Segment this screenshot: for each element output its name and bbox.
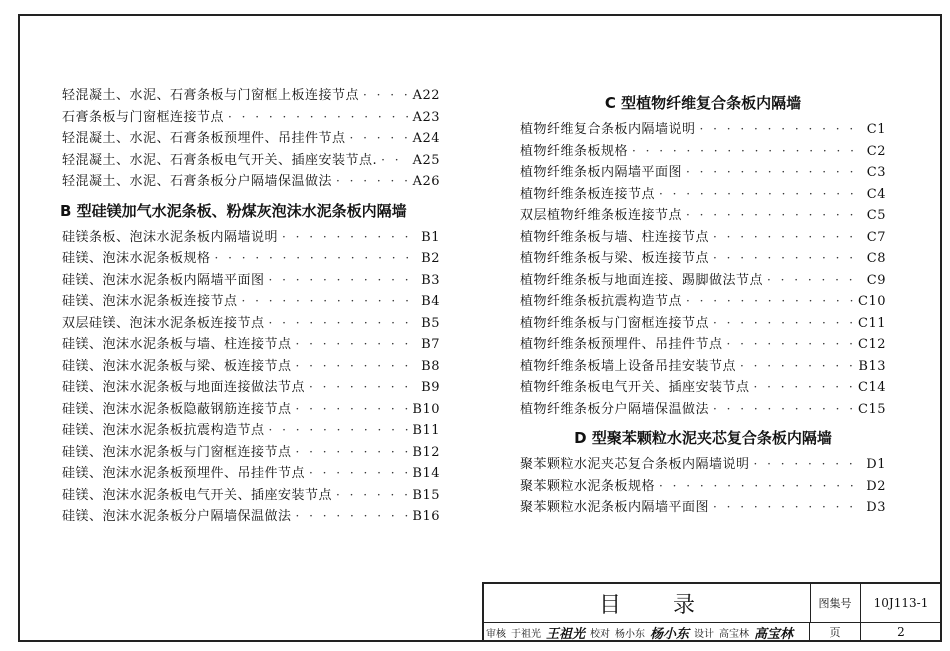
dot-leader	[228, 110, 409, 124]
toc-entry	[520, 226, 886, 248]
toc-entry-title: 轻混凝土、水泥、石膏条板分户隔墙保温做法	[62, 174, 333, 189]
design-label: 设计	[694, 628, 715, 640]
dot-leader	[269, 423, 409, 437]
dot-leader	[363, 88, 409, 102]
toc-entry	[520, 355, 886, 377]
section-c-list	[520, 118, 886, 419]
toc-entry	[520, 475, 886, 497]
toc-entry-title: 植物纤维条板连接节点	[520, 186, 656, 202]
toc-entry-code: C10	[858, 294, 886, 309]
toc-entry-title: 硅镁、泡沫水泥条板与门窗框连接节点	[62, 444, 292, 460]
toc-entry-title: 轻混凝土、水泥、石膏条板预埋件、吊挂件节点	[62, 131, 346, 146]
toc-entry	[520, 161, 886, 183]
toc-entry	[62, 170, 440, 192]
toc-entry-title: 聚苯颗粒水泥夹芯复合条板内隔墙说明	[520, 457, 750, 472]
toc-entry	[520, 140, 886, 162]
toc-entry	[520, 247, 886, 269]
dot-leader	[215, 251, 418, 265]
right-column	[520, 88, 886, 518]
dot-leader	[659, 187, 863, 201]
toc-entry	[520, 496, 886, 518]
toc-entry	[62, 355, 440, 377]
toc-entry	[62, 149, 440, 171]
dot-leader	[350, 131, 409, 145]
toc-entry-code: C14	[858, 380, 886, 395]
toc-entry-code: C5	[866, 208, 886, 223]
toc-entry	[62, 290, 440, 312]
section-b-heading: B 型硅镁加气水泥条板、粉煤灰泡沫水泥条板内隔墙	[60, 201, 407, 220]
toc-entry-title: 硅镁、泡沫水泥条板内隔墙平面图	[62, 272, 265, 288]
toc-entry-title: 硅镁、泡沫水泥条板连接节点	[62, 294, 238, 309]
review-signature: 王祖光	[546, 626, 586, 642]
toc-entry-title: 硅镁、泡沫水泥条板抗震构造节点	[62, 423, 265, 438]
toc-entry	[62, 441, 440, 463]
design-signature: 高宝林	[754, 626, 794, 642]
toc-entry-code: A23	[412, 109, 440, 125]
review-name: 于祖光	[511, 628, 541, 640]
toc-entry-title: 石膏条板与门窗框连接节点	[62, 109, 225, 125]
page-label: 页	[810, 622, 861, 642]
dot-leader	[309, 380, 417, 394]
dot-leader	[713, 402, 854, 416]
toc-entry-code: C9	[866, 272, 886, 288]
toc-entry-code: C7	[866, 229, 886, 245]
dot-leader	[713, 230, 863, 244]
toc-entry	[520, 333, 886, 355]
title-block	[482, 582, 942, 642]
toc-entry	[520, 118, 886, 140]
toc-entry-code: B8	[421, 358, 440, 374]
toc-entry-title: 硅镁、泡沫水泥条板电气开关、插座安装节点	[62, 487, 333, 503]
toc-entry	[62, 269, 440, 291]
toc-entry-code: B2	[421, 251, 440, 266]
toc-entry-title: 硅镁、泡沫水泥条板预埋件、吊挂件节点	[62, 466, 306, 481]
section-b-list	[62, 226, 440, 527]
toc-entry-code: C1	[866, 122, 886, 137]
toc-entry-title: 聚苯颗粒水泥条板内隔墙平面图	[520, 500, 710, 515]
drawing-title: 目录	[484, 584, 811, 623]
dot-leader	[727, 337, 854, 351]
dot-leader	[754, 457, 863, 471]
toc-entry-code: C3	[866, 165, 886, 180]
dot-leader	[296, 337, 418, 351]
toc-entry	[520, 453, 886, 475]
toc-entry-title: 双层植物纤维条板连接节点	[520, 208, 683, 223]
dot-leader	[282, 230, 417, 244]
dot-leader	[713, 500, 862, 514]
toc-entry-code: D3	[866, 500, 886, 515]
toc-entry-code: B13	[858, 358, 886, 374]
toc-entry-title: 硅镁条板、泡沫水泥条板内隔墙说明	[62, 229, 279, 245]
toc-entry-code: B11	[412, 423, 440, 438]
section-d-list	[520, 453, 886, 518]
left-column	[62, 84, 440, 527]
toc-entry-title: 硅镁、泡沫水泥条板与地面连接做法节点	[62, 380, 306, 395]
toc-entry-code: B14	[412, 466, 440, 481]
toc-entry-title: 硅镁、泡沫水泥条板分户隔墙保温做法	[62, 509, 292, 524]
dot-leader	[296, 359, 418, 373]
toc-entry-code: C15	[858, 401, 886, 417]
toc-entry-title: 植物纤维条板分户隔墙保温做法	[520, 401, 710, 417]
toc-entry-code: B16	[412, 509, 440, 524]
dot-leader	[686, 294, 854, 308]
toc-entry-code: B5	[421, 315, 440, 331]
toc-entry-code: A24	[412, 131, 440, 146]
toc-entry	[520, 376, 886, 398]
toc-entry-code: B9	[421, 380, 440, 395]
toc-entry	[520, 204, 886, 226]
dot-leader	[686, 208, 863, 222]
toc-entry-title: 硅镁、泡沫水泥条板隐蔽钢筋连接节点	[62, 401, 292, 417]
toc-entry-title: 硅镁、泡沫水泥条板与梁、板连接节点	[62, 358, 292, 374]
toc-entry-code: D1	[866, 457, 886, 472]
toc-entry-title: 轻混凝土、水泥、石膏条板电气开关、插座安装节点.	[62, 152, 378, 168]
dot-leader	[309, 466, 408, 480]
toc-entry-code: A22	[412, 88, 440, 103]
dot-leader	[740, 359, 854, 373]
atlas-label: 图集号	[810, 584, 861, 623]
toc-entry-code: C4	[866, 186, 886, 202]
toc-entry-title: 植物纤维条板墙上设备吊挂安装节点	[520, 358, 737, 374]
dot-leader	[713, 251, 863, 265]
toc-entry-title: 植物纤维条板预埋件、吊挂件节点	[520, 337, 723, 352]
dot-leader	[713, 316, 854, 330]
toc-entry-title: 植物纤维条板与墙、柱连接节点	[520, 229, 710, 245]
toc-entry-code: C11	[858, 315, 886, 331]
toc-entry	[62, 419, 440, 441]
toc-entry	[520, 290, 886, 312]
dot-leader	[659, 479, 862, 493]
toc-entry	[520, 312, 886, 334]
dot-leader	[296, 445, 409, 459]
toc-entry-code: B3	[421, 272, 440, 288]
toc-entry	[62, 376, 440, 398]
dot-leader	[754, 380, 854, 394]
toc-entry	[62, 84, 440, 106]
check-name: 杨小东	[615, 628, 646, 640]
toc-entry-code: B15	[412, 487, 440, 503]
toc-entry-code: B12	[412, 444, 440, 460]
toc-entry	[62, 398, 440, 420]
toc-entry-title: 植物纤维条板与门窗框连接节点	[520, 315, 710, 331]
design-name: 高宝林	[719, 628, 750, 640]
toc-entry-code: B10	[412, 401, 440, 417]
dot-leader	[296, 509, 409, 523]
toc-entry-title: 硅镁、泡沫水泥条板与墙、柱连接节点	[62, 337, 292, 352]
toc-entry	[520, 269, 886, 291]
toc-entry-code: B4	[421, 294, 440, 309]
check-signature: 杨小东	[650, 626, 690, 642]
atlas-number: 10J113-1	[860, 584, 942, 623]
toc-entry	[62, 247, 440, 269]
left-top-list	[62, 84, 440, 192]
dot-leader	[700, 122, 863, 136]
toc-entry	[62, 462, 440, 484]
toc-entry-code: C12	[858, 337, 886, 352]
toc-entry-code: C8	[866, 251, 886, 266]
toc-entry-code: B1	[421, 229, 440, 245]
toc-entry-title: 植物纤维复合条板内隔墙说明	[520, 122, 696, 137]
toc-entry-title: 植物纤维条板抗震构造节点	[520, 294, 683, 309]
toc-entry-title: 植物纤维条板规格	[520, 143, 629, 159]
dot-leader	[632, 144, 863, 158]
signature-row	[484, 622, 810, 642]
page-number: 2	[897, 625, 905, 639]
dot-leader	[381, 153, 408, 167]
toc-entry-title: 植物纤维条板内隔墙平面图	[520, 165, 683, 180]
toc-entry	[62, 312, 440, 334]
toc-entry	[62, 333, 440, 355]
dot-leader	[296, 402, 409, 416]
toc-entry	[520, 398, 886, 420]
toc-entry-title: 硅镁、泡沫水泥条板规格	[62, 251, 211, 266]
toc-entry	[62, 106, 440, 128]
toc-entry-title: 植物纤维条板与梁、板连接节点	[520, 251, 710, 266]
toc-entry-title: 双层硅镁、泡沫水泥条板连接节点	[62, 315, 265, 331]
toc-entry	[62, 127, 440, 149]
toc-entry	[520, 183, 886, 205]
toc-entry-code: B7	[421, 337, 440, 352]
dot-leader	[269, 273, 418, 287]
toc-entry-title: 轻混凝土、水泥、石膏条板与门窗框上板连接节点	[62, 88, 360, 103]
toc-entry	[62, 505, 440, 527]
toc-entry-code: D2	[866, 478, 886, 494]
toc-entry-title: 聚苯颗粒水泥条板规格	[520, 478, 656, 494]
toc-entry-code: C2	[866, 143, 886, 159]
section-d-heading: D 型聚苯颗粒水泥夹芯复合条板内隔墙	[574, 429, 832, 447]
dot-leader	[767, 273, 863, 287]
toc-entry-code: A25	[412, 152, 440, 168]
dot-leader	[269, 316, 418, 330]
toc-entry-title: 植物纤维条板电气开关、插座安装节点	[520, 380, 750, 395]
review-label: 审核	[486, 628, 506, 640]
toc-entry-title: 植物纤维条板与地面连接、踢脚做法节点	[520, 272, 764, 288]
dot-leader	[242, 294, 418, 308]
toc-entry-code: A26	[412, 174, 440, 189]
dot-leader	[686, 165, 863, 179]
dot-leader	[336, 174, 409, 188]
section-c-heading: C 型植物纤维复合条板内隔墙	[604, 94, 802, 112]
check-label: 校对	[590, 628, 611, 640]
toc-entry	[62, 484, 440, 506]
toc-entry	[62, 226, 440, 248]
dot-leader	[336, 488, 408, 502]
